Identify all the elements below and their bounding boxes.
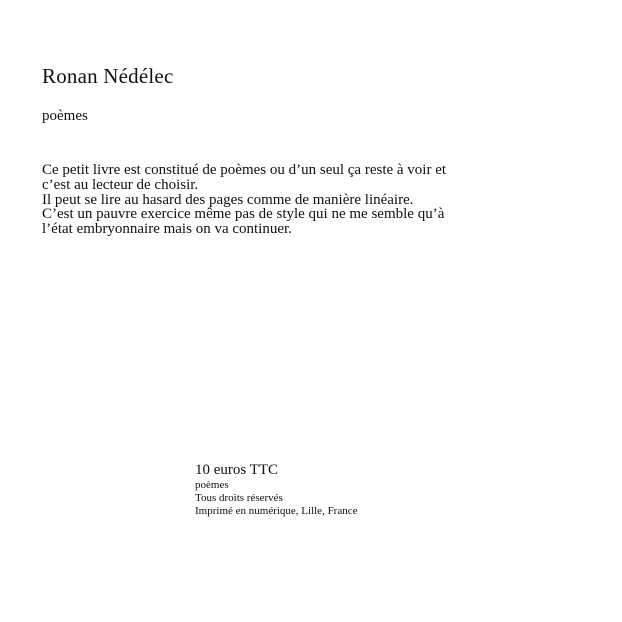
description-block: [42, 163, 462, 237]
price-label: 10 euros TTC: [195, 462, 279, 478]
colophon-genre: poèmes: [195, 479, 229, 491]
colophon: [195, 462, 495, 518]
printing-notice: Imprimé en numérique, Lille, France: [195, 505, 358, 517]
description-paragraph: Ce petit livre est constitué de poèmes ou d’un seul ça reste à voir et c’est au lecteur de choisir.: [42, 162, 447, 193]
genre-label: poèmes: [42, 108, 88, 124]
rights-notice: Tous droits réservés: [195, 492, 283, 504]
author-name: Ronan Nédélec: [42, 64, 174, 88]
description-paragraph: C’est un pauvre exercice même pas de style qui ne me semble qu’à l’état embryonnaire mais on va continuer.: [42, 206, 445, 238]
description-paragraph: Il peut se lire au hasard des pages comme de manière linéaire.: [42, 191, 414, 208]
